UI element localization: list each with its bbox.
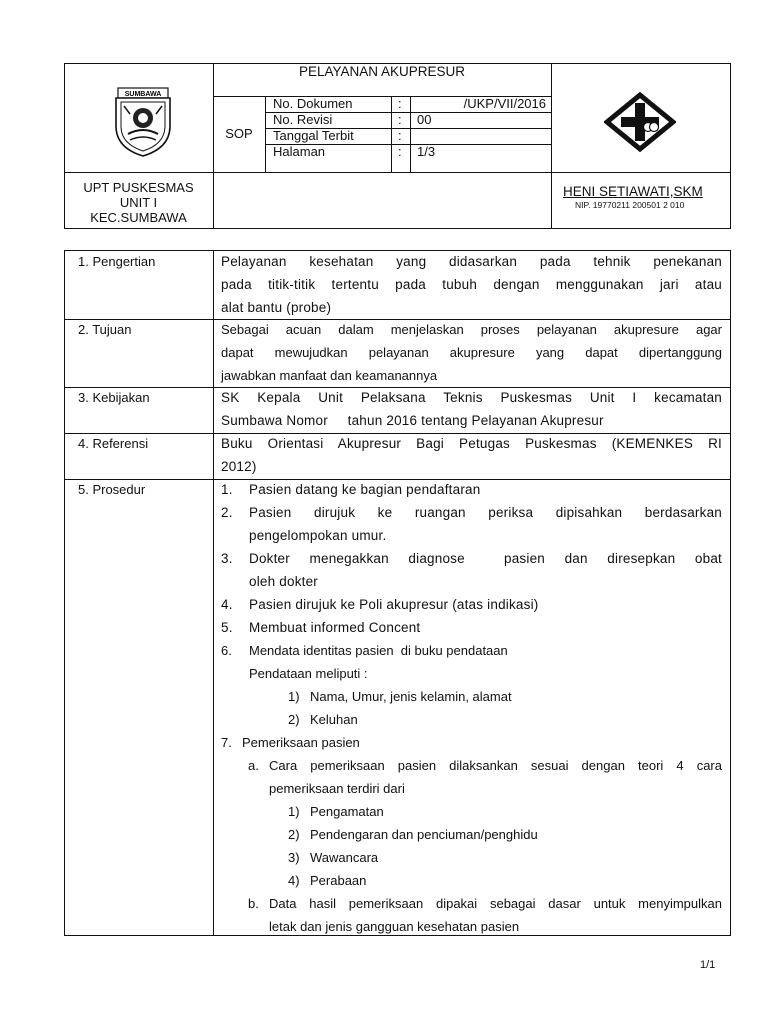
- pengertian-line: alat bantu (probe): [221, 300, 332, 315]
- pendataan-item: Keluhan: [310, 712, 358, 727]
- logo-text: SUMBAWA: [124, 91, 162, 98]
- signer-name: HENI SETIAWATI,SKM: [563, 184, 703, 199]
- step-4: [221, 593, 722, 616]
- pendataan-num: 1): [288, 689, 300, 704]
- field-value-revisi: 00: [417, 112, 432, 127]
- section-body-prosedur: [221, 478, 722, 938]
- unit-line-1: UPT PUSKESMAS: [83, 180, 194, 195]
- field-label-dokumen: No. Dokumen: [273, 96, 353, 111]
- sub-text: pemeriksaan terdiri dari: [269, 781, 405, 796]
- section-body-tujuan: [221, 318, 722, 387]
- section-label-tujuan: 2. Tujuan: [78, 322, 132, 337]
- step-text: pengelompokan umur.: [249, 528, 387, 543]
- field-sep-tanggal: :: [398, 128, 402, 143]
- kebijakan-line: SK Kepala Unit Pelaksana Teknis Puskesmas Unit I kecamatan: [221, 390, 722, 405]
- section-body-kebijakan: [221, 386, 722, 432]
- section-label-prosedur: 5. Prosedur: [78, 482, 146, 497]
- sub-a-num: 4): [288, 873, 300, 888]
- sub-text: letak dan jenis gangguan kesehatan pasien: [269, 919, 520, 934]
- sub-a-item: Pengamatan: [310, 804, 384, 819]
- signer-nip: NIP. 19770211 200501 2 010: [575, 200, 685, 210]
- step-num: 3.: [221, 551, 233, 566]
- field-value-halaman: 1/3: [417, 144, 436, 159]
- pendataan-label: Pendataan meliputi :: [249, 666, 368, 681]
- step-text: Mendata identitas pasien di buku pendataan: [249, 643, 508, 658]
- step-text: Pasien dirujuk ke ruangan periksa dipisahkan berdasarkan: [249, 505, 722, 520]
- step-num: 2.: [221, 505, 233, 520]
- sub-a-num: 1): [288, 804, 300, 819]
- page-title: PELAYANAN AKUPRESUR: [298, 64, 466, 79]
- step-text: Pemeriksaan pasien: [242, 735, 360, 750]
- step-num: 4.: [221, 597, 233, 612]
- step-3: [221, 547, 722, 593]
- field-label-halaman: Halaman: [273, 144, 326, 159]
- step-text: Pasien datang ke bagian pendaftaran: [249, 482, 481, 497]
- sub-a-num: 3): [288, 850, 300, 865]
- step-text: Dokter menegakkan diagnose pasien dan diresepkan obat: [249, 551, 722, 566]
- sub-a-item: Perabaan: [310, 873, 367, 888]
- sop-label: SOP: [225, 126, 253, 141]
- referensi-line: 2012): [221, 459, 257, 474]
- step-num: 5.: [221, 620, 233, 635]
- step-num: 7.: [221, 735, 232, 750]
- section-body-pengertian: [221, 250, 722, 319]
- step-5: [221, 616, 722, 639]
- sumbawa-logo: [110, 86, 176, 158]
- sub-a: [221, 754, 722, 800]
- pengertian-line: pada titik-titik tertentu pada tubuh dengan menggunakan jari atau: [221, 277, 722, 292]
- unit-line-2: UNIT I: [119, 195, 158, 210]
- field-label-tanggal: Tanggal Terbit: [273, 128, 354, 143]
- field-sep-revisi: :: [398, 112, 402, 127]
- section-body-referensi: [221, 432, 722, 478]
- field-sep-dokumen: :: [398, 96, 402, 111]
- tujuan-line: jawabkan manfaat dan keamanannya: [221, 368, 438, 383]
- sub-text: Cara pemeriksaan pasien dilaksankan sesuai dengan teori 4 cara: [269, 758, 722, 773]
- step-text: oleh dokter: [249, 574, 318, 589]
- sub-a-num: 2): [288, 827, 300, 842]
- sub-num: a.: [248, 758, 259, 773]
- field-sep-halaman: :: [398, 144, 402, 159]
- unit-line-3: KEC.SUMBAWA: [90, 210, 187, 225]
- step-num: 6.: [221, 643, 232, 658]
- step-6: [221, 639, 722, 662]
- pengertian-line: Pelayanan kesehatan yang didasarkan pada tehnik penekanan: [221, 254, 722, 269]
- kebijakan-line: Sumbawa Nomor tahun 2016 tentang Pelayanan Akupresur: [221, 413, 604, 428]
- tujuan-line: dapat mewujudkan pelayanan akupresure yang dapat dipertanggung: [221, 345, 722, 360]
- pendataan-block: [221, 662, 722, 731]
- step-num: 1.: [221, 482, 233, 497]
- sub-a-items: [221, 800, 722, 892]
- section-label-referensi: 4. Referensi: [78, 436, 149, 451]
- puskesmas-logo: [604, 92, 676, 152]
- step-text: Pasien dirujuk ke Poli akupresur (atas indikasi): [249, 597, 539, 612]
- sub-a-item: Wawancara: [310, 850, 379, 865]
- pendataan-item: Nama, Umur, jenis kelamin, alamat: [310, 689, 512, 704]
- pendataan-num: 2): [288, 712, 300, 727]
- tujuan-line: Sebagai acuan dalam menjelaskan proses pelayanan akupresure agar: [221, 322, 722, 337]
- step-1: [221, 478, 722, 501]
- field-value-dokumen: /UKP/VII/2016: [463, 96, 546, 111]
- section-label-pengertian: 1. Pengertian: [78, 254, 156, 269]
- referensi-line: Buku Orientasi Akupresur Bagi Petugas Puskesmas (KEMENKES RI: [221, 436, 722, 451]
- field-label-revisi: No. Revisi: [273, 112, 333, 127]
- section-label-kebijakan: 3. Kebijakan: [78, 390, 150, 405]
- sub-a-item: Pendengaran dan penciuman/penghidu: [310, 827, 538, 842]
- step-text: Membuat informed Concent: [249, 620, 421, 635]
- sub-text: Data hasil pemeriksaan dipakai sebagai dasar untuk menyimpulkan: [269, 896, 722, 911]
- step-7: [221, 731, 722, 754]
- page-number: 1/1: [700, 959, 716, 971]
- step-2: [221, 501, 722, 547]
- sub-num: b.: [248, 896, 259, 911]
- sub-b: [221, 892, 722, 938]
